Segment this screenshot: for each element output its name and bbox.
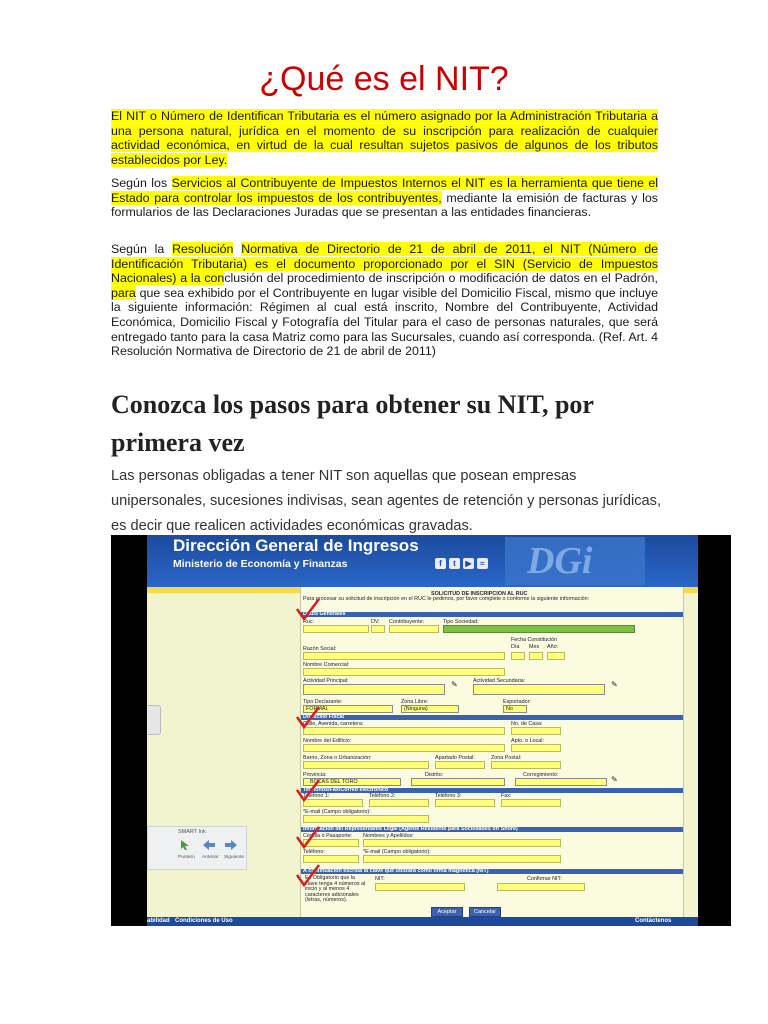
label-tipo-declarante: Tipo Declarante:: [303, 699, 343, 705]
nombre-edificio-input[interactable]: [303, 744, 505, 752]
section-label-3: Teléfonos/Fax/Correo electrónico: [303, 787, 389, 793]
nit-note: Es Obligatorio que la clave tenga 4 números al inicio y al menos 4 caracteres adicionales (letras, números).: [305, 875, 366, 904]
ruc-input[interactable]: [303, 625, 369, 633]
label-barrio: Barrio, Zona o Urbanización:: [303, 755, 372, 761]
label-telefono: Teléfono:: [303, 849, 325, 855]
label-zona-libre: Zona Libre:: [401, 699, 429, 705]
p2-text-a: Según los: [111, 176, 172, 190]
label-anio: Año:: [547, 644, 559, 650]
zona-libre-select[interactable]: [401, 705, 459, 713]
label-actividad-secundaria: Actividad Secundaria:: [473, 678, 526, 684]
form-intro: Para procesar su solicitud de inscripción en el RUC le pedimos, por favor complete o conforme la siguiente información:: [303, 596, 590, 602]
label-contribuyente: Contribuyente:: [389, 619, 425, 625]
label-telefono1: Teléfono 1:: [303, 793, 330, 799]
p2-text-b: Servicios al Contribuyente de Impuestos Internos el NIT es la herramienta que tiene el Estado para controlar los impuestos de los contribuyentes,: [111, 176, 658, 205]
page-title: ¿Qué es el NIT?: [259, 60, 509, 98]
nombres-input[interactable]: [363, 839, 561, 847]
label-exportador: Exportador:: [503, 699, 531, 705]
exportador-value: No: [506, 706, 513, 712]
section-label-2: Domicilio Fiscal: [303, 714, 345, 720]
fax-input[interactable]: [501, 799, 561, 807]
telefono-input[interactable]: [303, 855, 359, 863]
nit-input[interactable]: [375, 883, 465, 891]
footer-link-condiciones[interactable]: Condiciones de Uso: [175, 918, 233, 924]
label-ruc: Ruc:: [303, 619, 315, 625]
num-casa-input[interactable]: [511, 727, 561, 735]
toolbar-label-puntero: Puntero: [178, 855, 195, 860]
email2-input[interactable]: [363, 855, 561, 863]
label-dia: Día: [511, 644, 520, 650]
checkmark-icon: [295, 778, 321, 804]
edit-icon[interactable]: ✎: [451, 680, 458, 689]
apto-input[interactable]: [511, 744, 561, 752]
section-label-4: Información del Representante Legal (Agente Residente para Sociedades off Shore): [303, 826, 518, 832]
dgi-logo: [505, 537, 645, 585]
facebook-icon[interactable]: f: [435, 558, 446, 569]
exportador-select[interactable]: [503, 705, 527, 713]
email-input[interactable]: [303, 815, 429, 823]
label-actividad-principal: Actividad Principal:: [303, 678, 349, 684]
label-tipo-sociedad: Tipo Sociedad:: [443, 619, 479, 625]
label-cedula: Cédula ó Pasaporte:: [303, 833, 353, 839]
razon-social-input[interactable]: [303, 652, 505, 660]
footer-link-contacto[interactable]: Contáctenos: [635, 918, 672, 924]
p1-text-a: El NIT o Número: [111, 109, 210, 123]
ruc-form: [300, 587, 684, 926]
p2-text-c: mediante la emisión de facturas y los formularios de las Declaraciones Juradas que se presentan a las entidades financieras.: [111, 190, 658, 220]
label-email2: *E-mail (Campo obligatorio):: [363, 849, 431, 855]
label-zona-postal: Zona Postal:: [491, 755, 522, 761]
section-heading: Conozca los pasos para obtener su NIT, por primera vez: [111, 390, 594, 457]
dgi-footer: [147, 917, 698, 926]
label-razon-social: Razón Social:: [303, 646, 337, 652]
label-nombre-comercial: Nombre Comercial:: [303, 662, 350, 668]
label-dv: DV:: [371, 619, 380, 625]
apartado-input[interactable]: [435, 761, 485, 769]
rss-icon[interactable]: ≈: [477, 558, 488, 569]
drag-handle[interactable]: [148, 705, 161, 735]
p1-text-b: de Identifican Tributaria es el número asignado por la Administración Tributaria a una persona natural, jurídica en el momento de su inscripción para realización de cualquier actividad económica, en virtud de la cual resultan sujetos pasivos de algunos de los tributos establecidos por Ley.: [111, 109, 658, 167]
label-distrito: Distrito:: [425, 772, 444, 778]
footer-link-accesibilidad[interactable]: abilidad: [147, 918, 170, 924]
actividad-principal-select[interactable]: [303, 684, 445, 695]
p3-text-e: clusión del procedimiento de inscripción o modificación de datos en el Padrón,: [224, 271, 658, 286]
paragraph-obligados: Las personas obligadas a tener NIT son aquellas que posean empresas unipersonales, sucesiones indivisas, sean agentes de retención y personas jurídicas, es decir que realicen actividades económicas gravadas.: [111, 468, 662, 534]
checkmark-icon: [295, 863, 321, 889]
label-confirmar-nit: Confirmar NIT:: [527, 876, 562, 882]
anio-input[interactable]: [547, 652, 565, 660]
nombre-comercial-input[interactable]: [303, 668, 505, 676]
dia-input[interactable]: [511, 652, 525, 660]
confirmar-nit-input[interactable]: [497, 883, 585, 891]
p3-text-g: que sea exhibido por el Contribuyente en lugar visible del Domicilio Fiscal, mismo que incluye la siguiente información: Régimen al cual está inscrito, Nombre del Contribuyente, Actividad Económica, Domicilio Fiscal y Fotografía del Titular para el caso de personas naturales, que será entregado tanto para la casa Matriz como para las Sucursales, cuando así corresponda. (Ref. Art. 4 Resolución Normativa de Directorio de 21 de abril de 2011): [111, 285, 658, 359]
label-corregimiento: Corregimiento:: [523, 772, 559, 778]
dgi-logo-text: DGi: [527, 540, 593, 582]
label-telefono2: Teléfono 2:: [369, 793, 396, 799]
label-email: *E-mail (Campo obligatorio):: [303, 809, 371, 815]
section-label-1: Datos Generales: [303, 611, 346, 617]
p3-text-a: Según la: [111, 242, 173, 256]
label-num-casa: No. de Casa:: [511, 721, 543, 727]
label-mes: Mes: [529, 644, 540, 650]
label-apartado: Apartado Postal:: [435, 755, 475, 761]
distrito-select[interactable]: [411, 778, 505, 786]
label-telefono3: Teléfono 3:: [435, 793, 462, 799]
provincia-value: BOCAS DEL TORO: [310, 779, 358, 785]
contribuyente-input[interactable]: [389, 625, 439, 633]
youtube-icon[interactable]: ▶: [463, 558, 474, 569]
tipo-declarante-value: FORMAL: [306, 706, 329, 712]
checkmark-icon: [295, 597, 321, 623]
zona-libre-value: (Ninguna): [404, 706, 428, 712]
paragraph-nit-definition: [111, 109, 658, 167]
label-calle: Calle, Avenida, carretera:: [303, 721, 364, 727]
section-label-5: A continuación escriba la clave que utilizará como firma magnética (NIT): [303, 868, 489, 874]
banner-subtitle: Ministerio de Economía y Finanzas: [173, 558, 348, 570]
paragraph-resolucion: [111, 242, 658, 359]
embedded-screenshot: [111, 535, 731, 926]
smart-ink-toolbar: [147, 826, 247, 870]
arrow-right-icon[interactable]: [224, 839, 238, 851]
checkmark-icon: [295, 825, 321, 851]
p3-text-b: Resolución: [172, 242, 234, 256]
edit-icon-2[interactable]: ✎: [611, 680, 618, 689]
barrio-input[interactable]: [303, 761, 429, 769]
zona-postal-input[interactable]: [491, 761, 561, 769]
actividad-secundaria-select[interactable]: [473, 684, 605, 695]
twitter-icon[interactable]: t: [449, 558, 460, 569]
p3-text-d: Normativa de Directorio de 21 de abril de 2011, el NIT (Número de Identificación Tributaria) es el documento proporcionado por el SIN (Servicio de Impuestos Nacionales) a la con: [111, 242, 658, 286]
dv-input[interactable]: [371, 625, 385, 633]
label-nit: NIT:: [375, 876, 385, 882]
label-fax: Fax:: [501, 793, 512, 799]
form-title: SOLICITUD DE INSCRIPCION AL RUC: [431, 591, 528, 597]
section-domicilio: [301, 715, 683, 720]
telefono3-input[interactable]: [435, 799, 495, 807]
arrow-left-icon[interactable]: [202, 839, 216, 851]
label-provincia: Provincia:: [303, 772, 327, 778]
label-nombre-edificio: Nombre del Edificio:: [303, 738, 352, 744]
mes-input[interactable]: [529, 652, 543, 660]
label-apto: Apto. o Local:: [511, 738, 544, 744]
checkmark-icon: [295, 705, 321, 731]
toolbar-title: SMART Ink: [178, 829, 206, 835]
toolbar-label-anterior: Anterior: [202, 855, 219, 860]
section-datos-generales: [301, 612, 683, 617]
tipo-sociedad-select[interactable]: [443, 625, 635, 633]
dgi-banner: [147, 535, 698, 587]
corregimiento-select[interactable]: [515, 778, 607, 786]
label-nombres: Nombres y Apellidos:: [363, 833, 414, 839]
telefono2-input[interactable]: [369, 799, 429, 807]
calle-input[interactable]: [303, 727, 505, 735]
edit-icon-3[interactable]: ✎: [611, 775, 618, 784]
toolbar-label-siguiente: Siguiente: [224, 855, 245, 860]
cancelar-button[interactable]: Cancelar: [469, 907, 501, 917]
aceptar-button[interactable]: Aceptar: [431, 907, 463, 917]
paragraph-servicios: [111, 176, 658, 220]
p3-text-f: para: [111, 285, 136, 300]
pointer-icon[interactable]: [178, 839, 192, 851]
banner-title: Dirección General de Ingresos: [173, 536, 419, 555]
label-fecha-constitucion: Fecha Constitución: [511, 637, 558, 643]
